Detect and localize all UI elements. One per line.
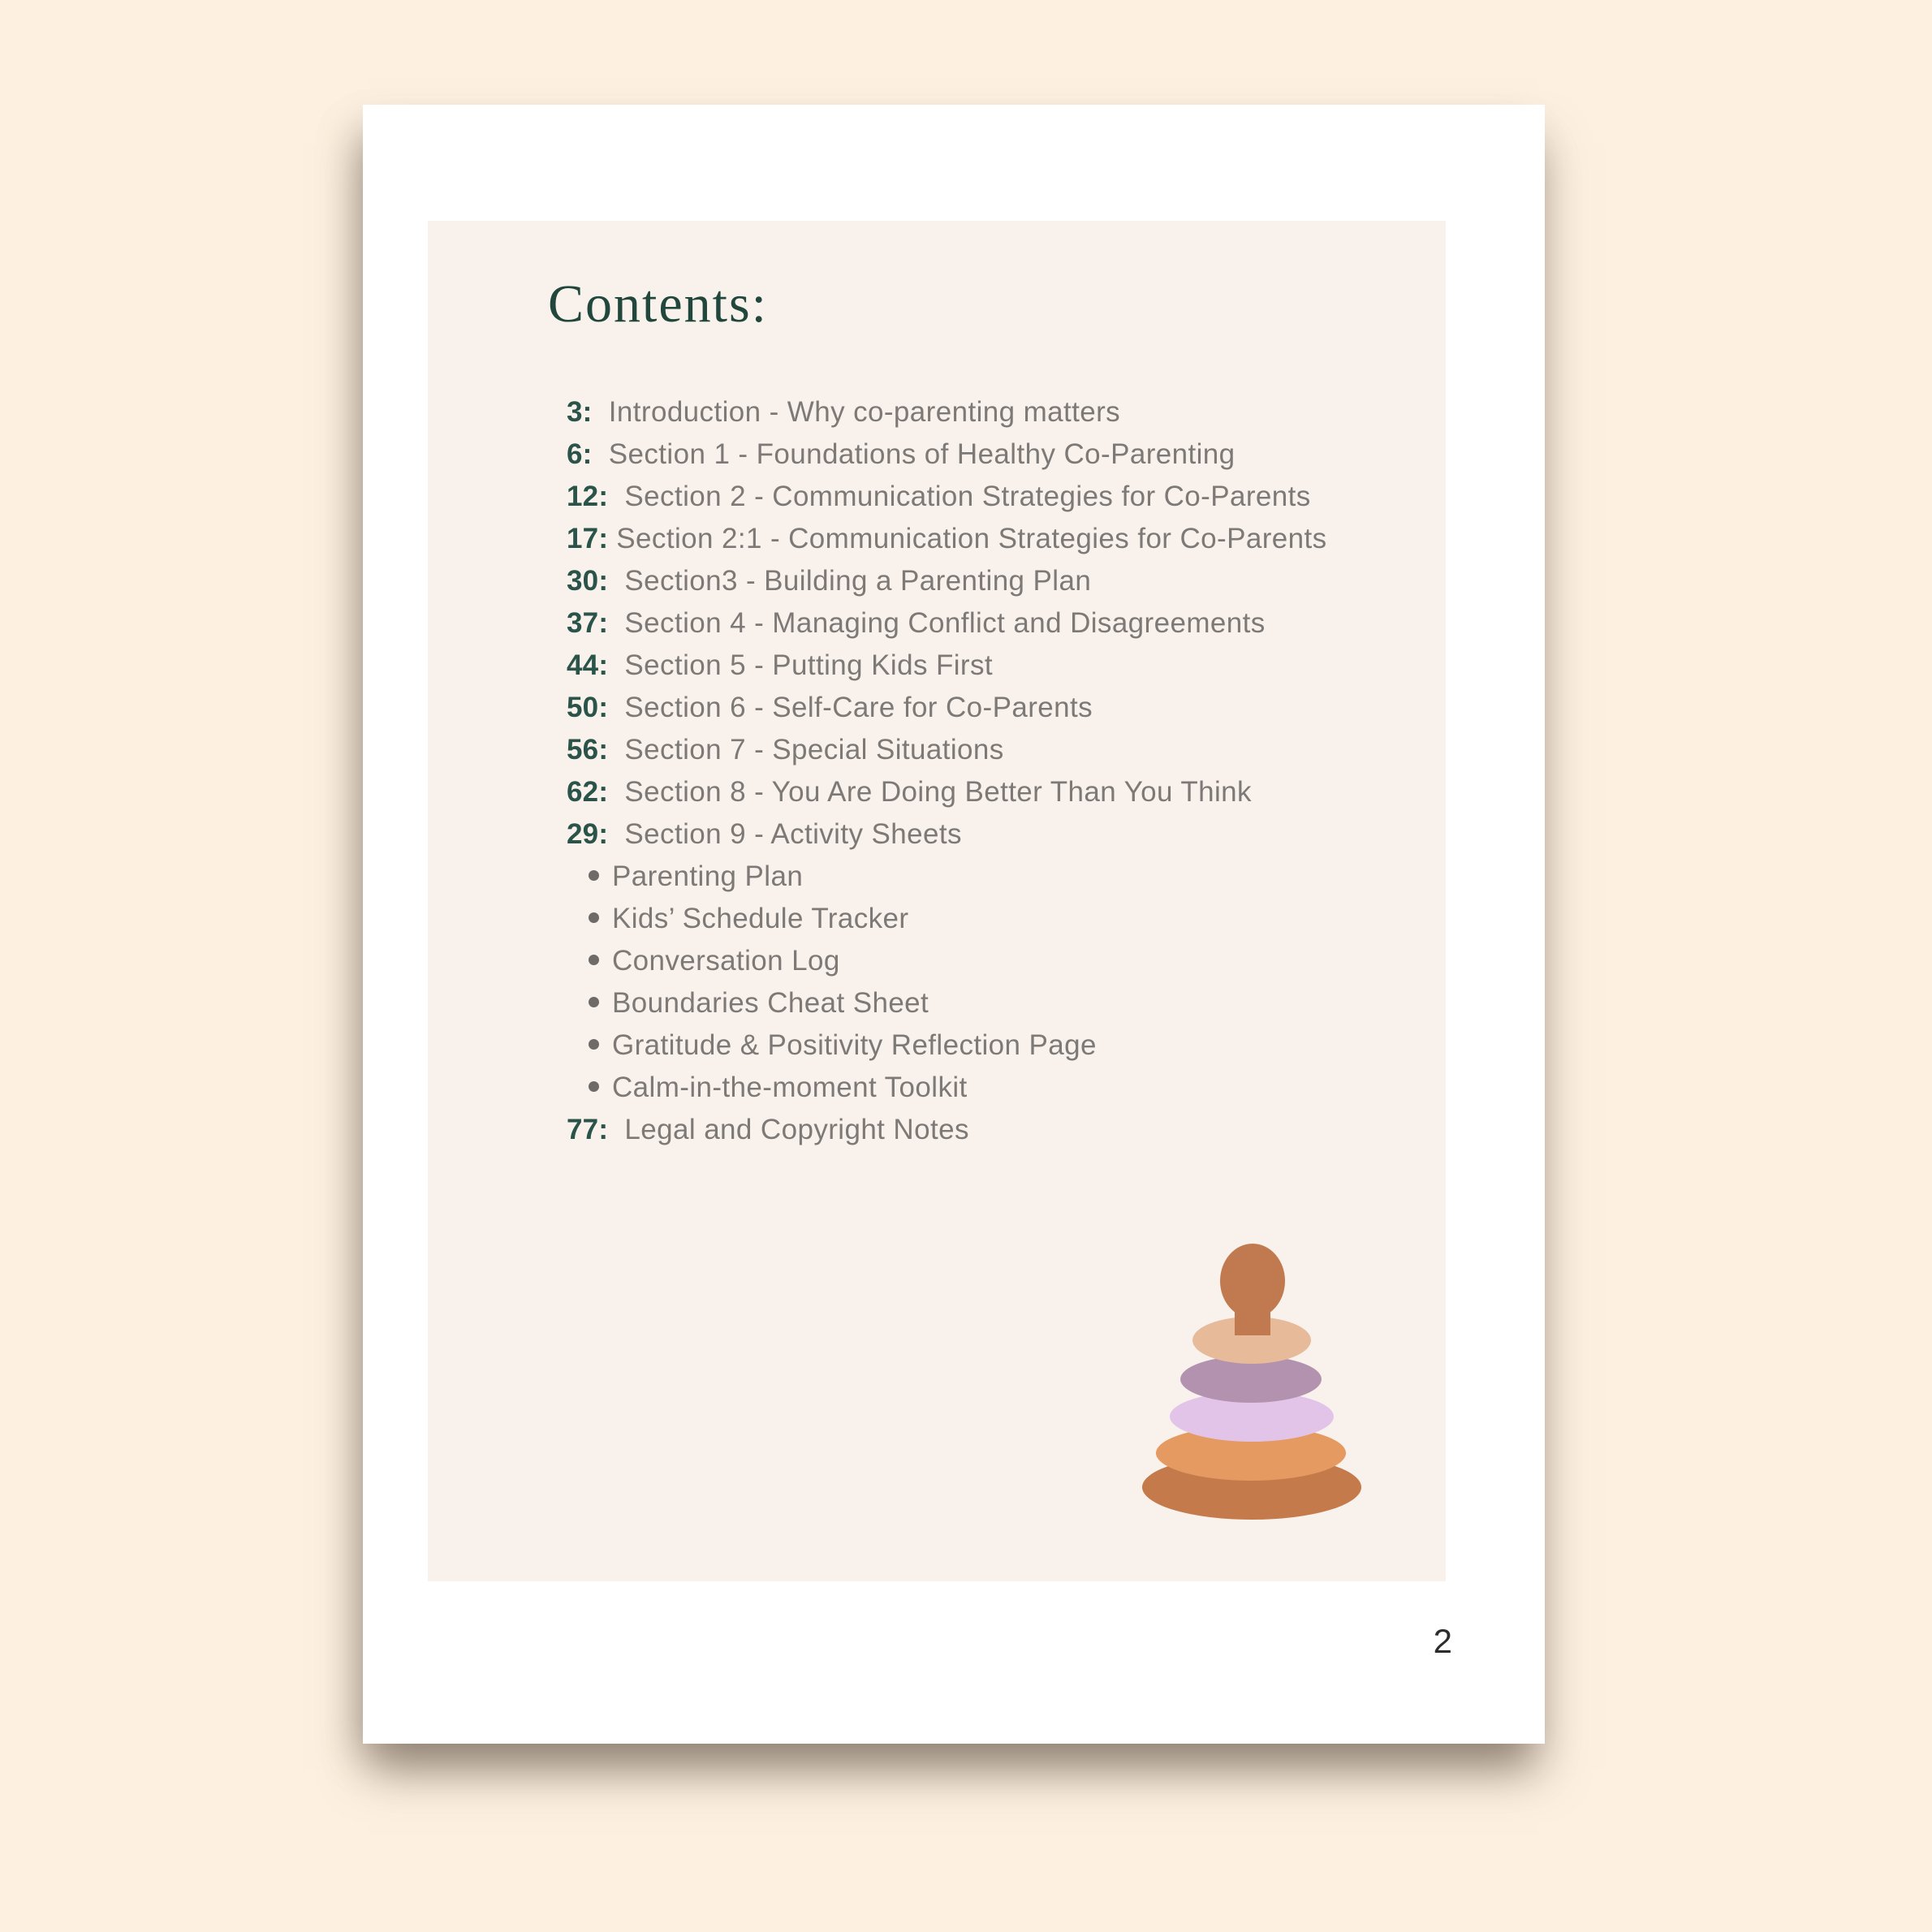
toc-bullet-item <box>567 1024 1395 1067</box>
toc-entry <box>567 1109 1395 1151</box>
toc-entry-page-number: 12: <box>567 481 609 512</box>
toc-entry-page-number: 3: <box>567 396 593 428</box>
toc-entry <box>567 560 1395 602</box>
bullet-dot-icon <box>589 955 599 965</box>
toc-entry <box>567 476 1395 518</box>
toc-entry-label: Introduction - Why co-parenting matters <box>592 396 1121 428</box>
toc-entry <box>567 433 1395 476</box>
toc-entry-label: Section 7 - Special Situations <box>608 734 1004 765</box>
toc-entry-page-number: 17: <box>567 523 609 554</box>
toc-entry-page-number: 29: <box>567 818 609 850</box>
toc-bullet-item <box>567 1067 1395 1109</box>
toc-entry-label: Section 2 - Communication Strategies for Co-Parents <box>608 481 1311 512</box>
toc-entry-page-number: 44: <box>567 649 609 681</box>
toc-entry-page-number: 62: <box>567 776 609 808</box>
toc-bullet-label: Boundaries Cheat Sheet <box>612 987 929 1019</box>
toc-entry-label: Section 9 - Activity Sheets <box>608 818 962 850</box>
toc-entry-label: Section 2:1 - Communication Strategies for Co-Parents <box>608 523 1327 554</box>
bullet-dot-icon <box>589 1039 599 1050</box>
bullet-dot-icon <box>589 870 599 881</box>
toc-entry <box>567 518 1395 560</box>
toc-entry-label: Section 6 - Self-Care for Co-Parents <box>608 692 1093 723</box>
toc-bullet-item <box>567 940 1395 982</box>
bullet-dot-icon <box>589 997 599 1007</box>
toc-bullet-label: Kids’ Schedule Tracker <box>612 903 909 934</box>
toc-list <box>567 391 1395 1151</box>
toc-entry <box>567 645 1395 687</box>
toc-entry-label: Legal and Copyright Notes <box>608 1114 969 1145</box>
toc-entry <box>567 602 1395 645</box>
toc-entry-label: Section 4 - Managing Conflict and Disagreements <box>608 607 1266 639</box>
toc-entry-page-number: 30: <box>567 565 609 597</box>
toc-entry <box>567 771 1395 813</box>
bullet-dot-icon <box>589 912 599 923</box>
toc-bullet-label: Conversation Log <box>612 945 840 977</box>
toc-entry <box>567 729 1395 771</box>
toc-entry-label: Section 8 - You Are Doing Better Than You Think <box>608 776 1252 808</box>
toc-entry-label: Section 1 - Foundations of Healthy Co-Parenting <box>592 438 1236 470</box>
toc-entry-page-number: 6: <box>567 438 593 470</box>
toc-entry-label: Section 5 - Putting Kids First <box>608 649 994 681</box>
toy-knob <box>1220 1244 1285 1318</box>
toc-entry-page-number: 50: <box>567 692 609 723</box>
toc-entry <box>567 391 1395 433</box>
toc-bullet-item <box>567 898 1395 940</box>
toc-bullet-label: Parenting Plan <box>612 860 804 892</box>
toc-entry <box>567 687 1395 729</box>
toc-bullet-item <box>567 982 1395 1024</box>
page-number: 2 <box>1433 1622 1452 1660</box>
contents-panel <box>428 221 1446 1581</box>
toc-bullet-item <box>567 856 1395 898</box>
toc-entry-page-number: 37: <box>567 607 609 639</box>
toc-entry-page-number: 56: <box>567 734 609 765</box>
page-title: Contents: <box>548 274 769 334</box>
document-page <box>363 105 1545 1744</box>
stacking-rings-toy-illustration <box>1134 1227 1369 1520</box>
toc-bullet-label: Calm-in-the-moment Toolkit <box>612 1072 968 1103</box>
toc-entry-page-number: 77: <box>567 1114 609 1145</box>
bullet-dot-icon <box>589 1081 599 1092</box>
toc-entry-label: Section3 - Building a Parenting Plan <box>608 565 1092 597</box>
toc-bullet-label: Gratitude & Positivity Reflection Page <box>612 1029 1097 1061</box>
toc-entry <box>567 813 1395 856</box>
